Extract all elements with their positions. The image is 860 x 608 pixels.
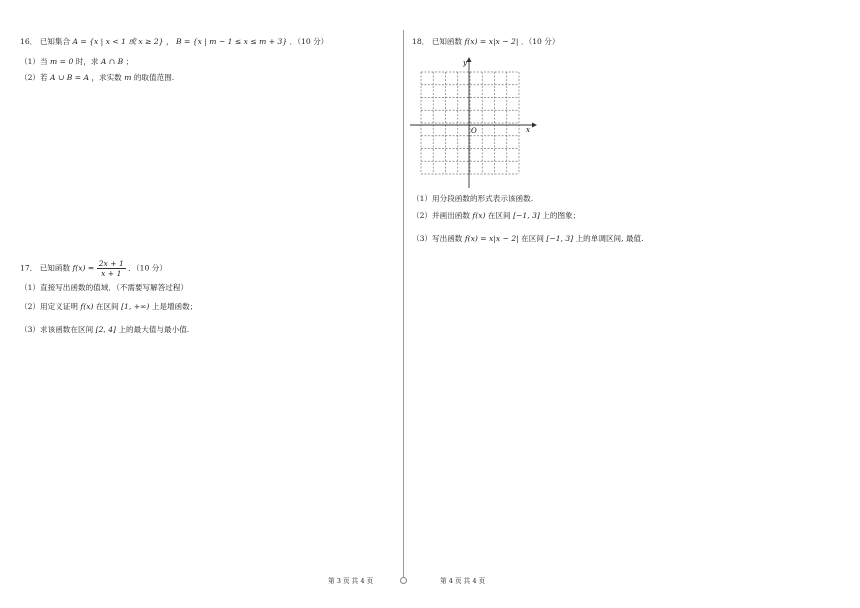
function-lhs: f(x) =	[72, 263, 95, 273]
function-expression: f(x) = x|x − 2|	[464, 37, 519, 46]
set-b-definition: B = {x | m − 1 ≤ x ≤ m + 3}	[175, 37, 288, 46]
part-text: ，求实数	[91, 73, 122, 82]
part-text: 上的最大值与最小值.	[118, 325, 190, 334]
math-expression: f(x)	[472, 211, 486, 220]
y-axis-label: y	[463, 59, 467, 67]
question-18-part-3	[412, 234, 644, 243]
question-16-stem	[20, 37, 328, 46]
part-text: 在区间	[487, 211, 511, 220]
question-text: 已知函数	[431, 37, 463, 46]
question-number: 17．	[20, 263, 38, 273]
math-variable: m	[124, 73, 132, 82]
part-label: （1）当	[20, 57, 48, 66]
part-text: （2）并画出函数	[412, 211, 470, 220]
question-text: 已知函数	[39, 263, 71, 273]
question-17-part-2	[20, 302, 197, 311]
grid-lines	[421, 72, 519, 174]
part-label: （2）若	[20, 73, 48, 82]
page-divider	[403, 30, 404, 582]
part-text: （2）用定义证明	[20, 302, 78, 311]
part-text: （3）写出函数	[412, 234, 463, 243]
set-a-definition: A = {x | x < 1 或 x ≥ 2}	[72, 37, 164, 46]
math-interval: [1, +∞)	[121, 302, 150, 311]
part-text: 上是增函数；	[151, 302, 198, 311]
math-interval: [−1, 3]	[546, 234, 574, 243]
question-number: 18．	[412, 37, 430, 46]
part-text: 的取值范围.	[133, 73, 175, 82]
fraction-numerator: 2x + 1	[98, 259, 124, 268]
x-axis-arrow	[532, 123, 537, 128]
y-axis-arrow	[467, 57, 472, 62]
question-18-part-2	[412, 211, 580, 220]
math-interval: [−1, 3]	[513, 211, 540, 220]
question-points: ．（10 分）	[289, 37, 329, 46]
question-18-stem	[412, 37, 559, 46]
coordinate-grid	[410, 56, 538, 190]
question-16-part-1	[20, 57, 133, 66]
math-expression: A ∪ B = A	[50, 73, 89, 82]
question-text: 已知集合	[39, 37, 71, 46]
question-number: 16．	[20, 37, 38, 46]
math-expression: f(x) = x|x − 2|	[464, 234, 519, 243]
function-fraction	[97, 259, 126, 278]
question-17-part-1: （1）直接写出函数的值域．（不需要写解答过程）	[20, 283, 189, 292]
part-text: 上的图象；	[542, 211, 581, 220]
part-text: 上的单调区间, 最值.	[575, 234, 644, 243]
part-text: 在区间	[521, 234, 544, 243]
question-17-part-3	[20, 325, 189, 334]
part-text: ；	[125, 57, 134, 66]
x-axis-label: x	[526, 126, 530, 134]
math-expression: m = 0	[50, 57, 74, 66]
binding-circle-mark	[400, 577, 407, 584]
part-text: 在区间	[95, 302, 119, 311]
math-interval: [2, 4]	[95, 325, 117, 334]
question-points: ．（10 分）	[520, 37, 560, 46]
question-17-stem	[20, 259, 167, 278]
separator: ，	[165, 37, 174, 46]
question-16-part-2	[20, 73, 174, 82]
right-page-footer: 第 4 页 共 4 页	[440, 577, 486, 585]
math-expression: A ∩ B	[100, 57, 124, 66]
math-expression: f(x)	[80, 302, 94, 311]
question-points: ．（10 分）	[128, 263, 167, 273]
question-18-part-1: （1）用分段函数的形式表示该函数.	[412, 194, 534, 203]
left-page-footer: 第 3 页 共 4 页	[328, 577, 374, 585]
part-text: （3）求该函数在区间	[20, 325, 94, 334]
fraction-denominator: x + 1	[101, 269, 122, 279]
part-text: 时，求	[75, 57, 99, 66]
origin-label: O	[471, 127, 477, 135]
